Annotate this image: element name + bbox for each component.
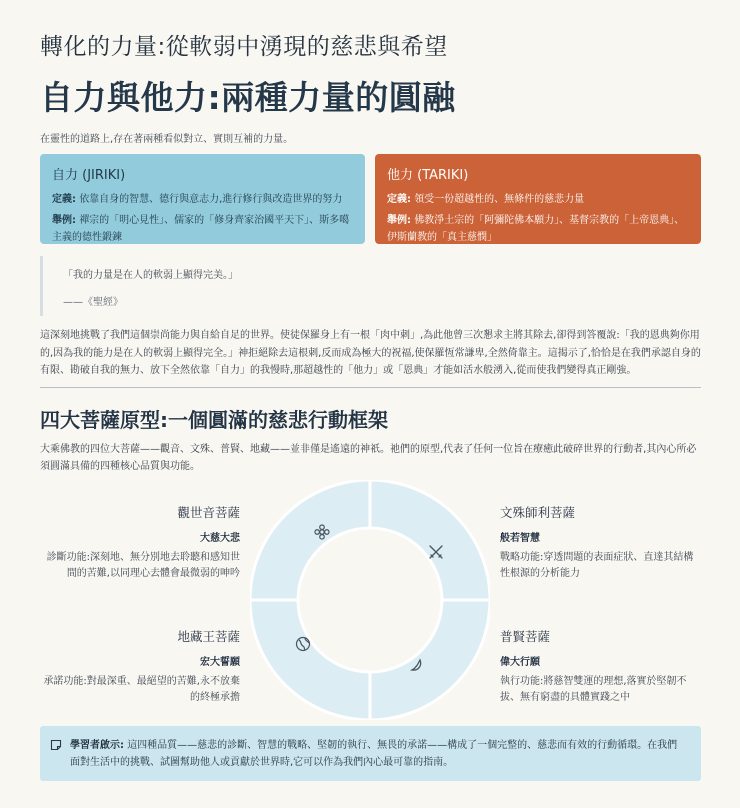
tariki-def-text: 領受一份超越性的、無條件的慈悲力量 bbox=[414, 194, 585, 205]
page-subtitle: 轉化的力量:從軟弱中湧現的慈悲與希望 bbox=[40, 34, 448, 60]
wenshu-quality: 般若智慧 bbox=[500, 533, 540, 544]
section-divider bbox=[40, 387, 701, 388]
note-icon bbox=[50, 739, 62, 751]
ring-segment-top-right bbox=[370, 480, 490, 600]
puxian-name: 普賢菩薩 bbox=[500, 629, 551, 644]
page-title: 自力與他力:兩種力量的圓融 bbox=[40, 78, 456, 117]
wenshu-name: 文殊師利菩薩 bbox=[500, 505, 576, 520]
guanyin-quality: 大慈大悲 bbox=[200, 533, 240, 544]
jiriki-example bbox=[52, 212, 353, 246]
intro-text: 在靈性的道路上,存在著兩種看似對立、實則互補的力量。 bbox=[40, 134, 294, 145]
jiriki-card bbox=[40, 154, 365, 244]
quote-source: ——《聖經》 bbox=[63, 297, 123, 308]
jiriki-ex-text: 禪宗的「明心見性」、儒家的「修身齊家治國平天下」、斯多噶主義的德性鍛鍊 bbox=[52, 215, 350, 243]
tariki-definition bbox=[387, 191, 689, 208]
dizang-block bbox=[40, 627, 240, 706]
puxian-function: 執行功能:將慈智雙運的理想,落實於堅韌不拔、無有窮盡的具體實踐之中 bbox=[500, 676, 687, 703]
puxian-block bbox=[500, 627, 700, 706]
wenshu-block bbox=[500, 503, 700, 582]
tariki-def-label: 定義: bbox=[387, 194, 411, 205]
bodhisattva-ring bbox=[250, 480, 490, 720]
dizang-name: 地藏王菩薩 bbox=[177, 629, 240, 644]
wenshu-function: 戰略功能:穿透問題的表面症狀、直達其結構性根源的分析能力 bbox=[500, 552, 694, 579]
note-text: 這四種品質——慈悲的診斷、智慧的戰略、堅韌的執行、無畏的承諾——構成了一個完整的、慈悲而有效的行動循環。在我們面對生活中的挑戰、試圖幫助他人或貢獻於世界時,它可以作為我們內心最可靠的指南。 bbox=[70, 740, 678, 768]
tariki-ex-text: 佛教淨土宗的「阿彌陀佛本願力」、基督宗教的「上帝恩典」、伊斯蘭教的「真主慈憫」 bbox=[387, 215, 685, 243]
body-paragraph: 這深刻地挑戰了我們這個崇尚能力與自給自足的世界。使徒保羅身上有一根「肉中刺」,為此他曾三次懇求主將其除去,卻得到答覆說:「我的恩典夠你用的,因為我的能力是在人的軟弱上顯得完全。」神拒絕除去這根刺,反而成為極大的祝福,使保羅恆常謙卑,全然倚靠主。這揭示了,恰恰是在我們承認自身的有限、勘破自我的無力、放下全然依靠「自力」的我慢時,那超越性的「他力」或「恩典」才能如活水般湧入,從而使我們變得真正剛強。 bbox=[40, 330, 701, 376]
jiriki-title: 自力 (JIRIKI) bbox=[52, 168, 126, 183]
puxian-quality: 偉大行願 bbox=[500, 657, 540, 668]
ring-segment-bottom-right bbox=[370, 600, 490, 720]
ring-segment-top-left bbox=[250, 480, 370, 600]
jiriki-definition bbox=[52, 191, 353, 208]
quote-text: 「我的力量是在人的軟弱上顯得完美。」 bbox=[63, 270, 238, 281]
guanyin-name: 觀世音菩薩 bbox=[177, 505, 240, 520]
dizang-quality: 宏大誓願 bbox=[200, 657, 240, 668]
jiriki-def-label: 定義: bbox=[52, 194, 76, 205]
dizang-function: 承諾功能:對最深重、最絕望的苦難,永不放棄的終極承擔 bbox=[43, 676, 240, 703]
ring-segment-bottom-left bbox=[250, 600, 370, 720]
tariki-card bbox=[375, 154, 701, 244]
guanyin-block bbox=[40, 503, 240, 582]
section-intro: 大乘佛教的四位大菩薩——觀音、文殊、普賢、地藏——並非僅是遙遠的神祇。祂們的原型,代表了任何一位旨在療癒此破碎世界的行動者,其內心所必須圓滿具備的四種核心品質與功能。 bbox=[40, 444, 697, 472]
tariki-example bbox=[387, 212, 689, 246]
note-label: 學習者啟示: bbox=[70, 740, 124, 751]
tariki-title: 他力 (TARIKI) bbox=[387, 168, 469, 183]
scripture-quote bbox=[40, 256, 345, 316]
section-title: 四大菩薩原型:一個圓滿的慈悲行動框架 bbox=[40, 408, 388, 432]
learner-insight-box bbox=[40, 726, 701, 781]
guanyin-function: 診斷功能:深刻地、無分別地去聆聽和感知世間的苦難,以同理心去體會最微弱的呻吟 bbox=[46, 552, 240, 579]
tariki-ex-label: 舉例: bbox=[387, 215, 411, 226]
jiriki-def-text: 依靠自身的智慧、德行與意志力,進行修行與改造世界的努力 bbox=[79, 194, 343, 205]
jiriki-ex-label: 舉例: bbox=[52, 215, 76, 226]
